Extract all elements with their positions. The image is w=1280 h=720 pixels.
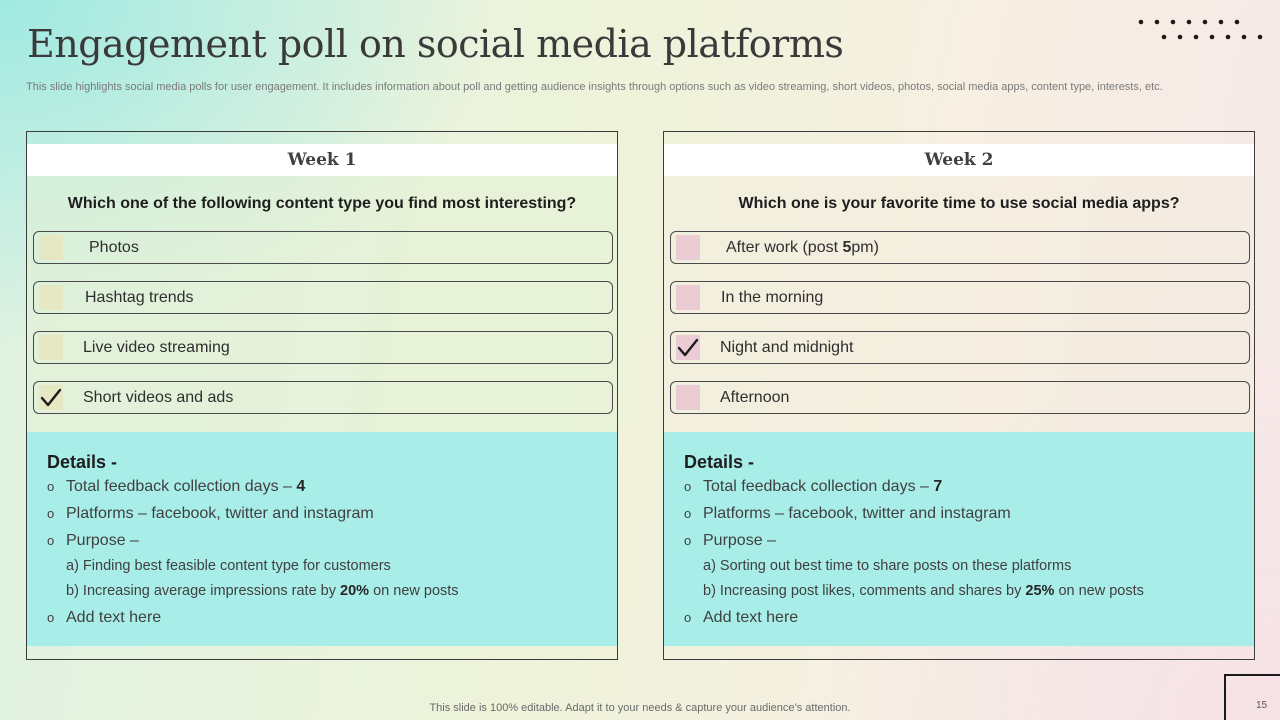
week1-purpose-a: a) Finding best feasible content type for customers xyxy=(66,558,391,574)
week2-detail-days: o Total feedback collection days – 7 xyxy=(684,478,943,495)
week1-option-short-videos-and-ads[interactable] xyxy=(33,381,613,414)
week2-option-label: In the morning xyxy=(721,289,824,306)
slide-title: Engagement poll on social media platforms xyxy=(27,22,844,66)
week2-option-after-work[interactable] xyxy=(670,231,1250,264)
week1-purpose-b: b) Increasing average impressions rate by 20% on new posts xyxy=(66,583,459,599)
week2-details-title: Details - xyxy=(684,452,755,472)
week1-option-checkbox[interactable] xyxy=(39,235,63,260)
week2-detail-add-text: o Add text here xyxy=(684,609,799,626)
week1-heading: Week 1 xyxy=(27,144,617,176)
week1-option-checkbox-checked[interactable] xyxy=(39,385,63,410)
week2-option-label: Night and midnight xyxy=(720,339,854,356)
week1-option-checkbox[interactable] xyxy=(39,285,63,310)
week1-detail-add-text: o Add text here xyxy=(47,609,162,626)
week2-option-in-the-morning[interactable] xyxy=(670,281,1250,314)
slide-footer-note: This slide is 100% editable. Adapt it to your needs & capture your audience’s attention. xyxy=(429,702,851,714)
week2-detail-purpose: o Purpose – xyxy=(684,532,776,549)
slide-subtitle: This slide highlights social media polls for user engagement. It includes information about poll and getting audience insights through options such as video streaming, short videos, photos, social media apps, content type, interests, etc. xyxy=(26,81,1163,93)
week2-purpose-b: b) Increasing post likes, comments and shares by 25% on new posts xyxy=(703,583,1144,599)
week2-option-checkbox[interactable] xyxy=(676,235,700,260)
week1-option-hashtag-trends[interactable] xyxy=(33,281,613,314)
week2-heading: Week 2 xyxy=(664,144,1254,176)
week2-purpose-a: a) Sorting out best time to share posts on these platforms xyxy=(703,558,1072,574)
page-number-box xyxy=(1224,674,1280,720)
week2-option-checkbox-checked[interactable] xyxy=(676,335,700,360)
week2-detail-platforms: o Platforms – facebook, twitter and instagram xyxy=(684,505,1011,522)
week1-details-title: Details - xyxy=(47,452,118,472)
week2-option-checkbox[interactable] xyxy=(676,285,700,310)
page-number: 15 xyxy=(1256,700,1268,711)
week1-poll-panel xyxy=(26,131,618,660)
week1-option-label: Hashtag trends xyxy=(85,289,194,306)
week1-details-box xyxy=(27,432,617,646)
week2-details-box xyxy=(664,432,1254,646)
week2-question: Which one is your favorite time to use social media apps? xyxy=(738,195,1180,212)
week1-option-photos[interactable] xyxy=(33,231,613,264)
week1-question: Which one of the following content type you find most interesting? xyxy=(67,195,577,212)
week2-option-label: After work (post 5pm) xyxy=(726,239,879,256)
checkmark-icon xyxy=(40,388,62,408)
week2-option-night-and-midnight[interactable] xyxy=(670,331,1250,364)
week1-option-label: Live video streaming xyxy=(83,339,230,356)
week1-option-label: Photos xyxy=(89,239,139,256)
checkmark-icon xyxy=(677,338,699,358)
week1-detail-days: o Total feedback collection days – 4 xyxy=(47,478,306,495)
decorative-dots-icon xyxy=(1138,18,1268,42)
week2-option-checkbox[interactable] xyxy=(676,385,700,410)
week2-poll-panel xyxy=(663,131,1255,660)
week1-detail-purpose: o Purpose – xyxy=(47,532,139,549)
week1-option-checkbox[interactable] xyxy=(39,335,63,360)
week2-option-label: Afternoon xyxy=(720,389,790,406)
week1-option-live-video-streaming[interactable] xyxy=(33,331,613,364)
week1-option-label: Short videos and ads xyxy=(83,389,234,406)
week1-detail-platforms: o Platforms – facebook, twitter and instagram xyxy=(47,505,374,522)
week2-option-afternoon[interactable] xyxy=(670,381,1250,414)
